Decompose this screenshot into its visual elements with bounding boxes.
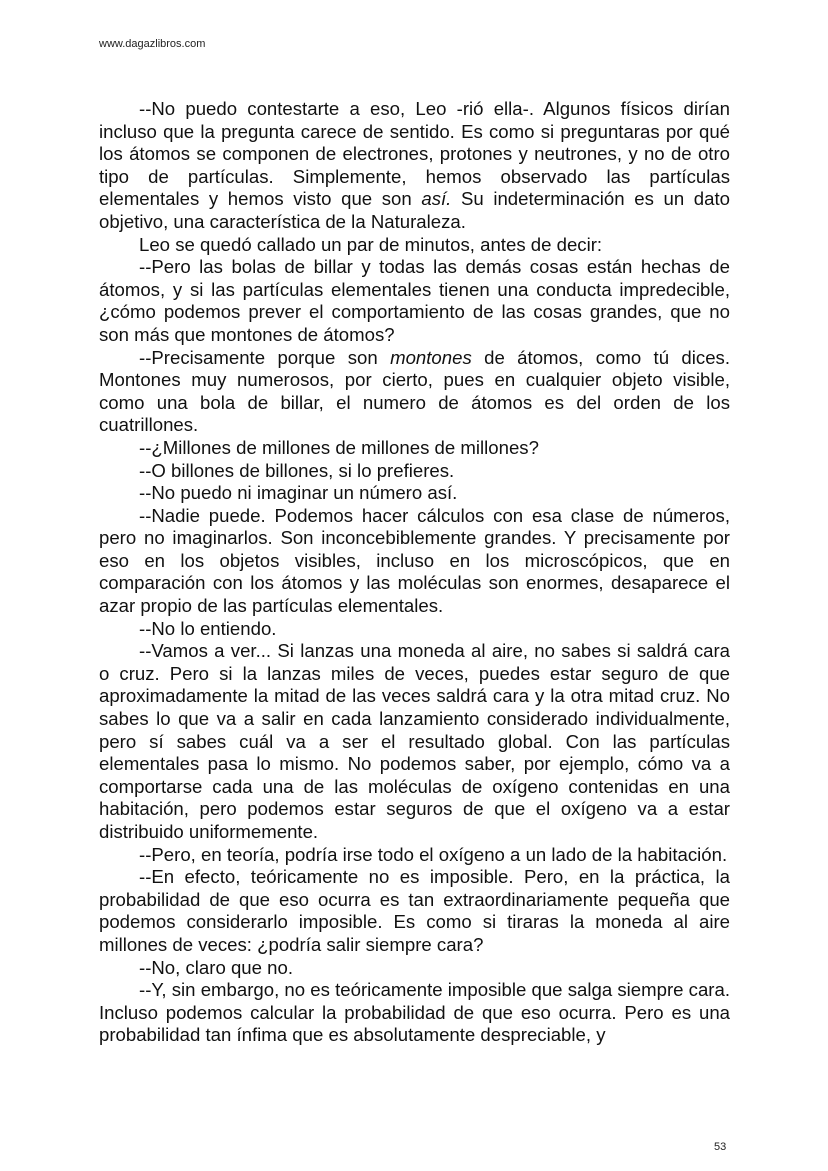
paragraph-6: --O billones de billones, si lo prefieres. xyxy=(139,459,455,481)
site-url-header: www.dagazlibros.com xyxy=(99,38,206,50)
paragraph-10: --Vamos a ver... Si lanzas una moneda al aire, no sabes si saldrá cara o cruz. Pero si la lanzas miles de veces, puedes estar seguro de que aproximadamente la mitad de las veces saldrá cara y la otra mitad cruz. No sabes lo que va a salir en cada lanzamiento considerado individualmente, pero sí sabes cuál va a ser el resultado global. Con las partículas elementales pasa lo mismo. No podemos saber, por ejemplo, cómo va a comportarse cada una de las moléculas de oxígeno contenidas en una habitación, pero podemos estar seguros de que el oxígeno va a estar distribuido uniformemente. xyxy=(99,640,730,842)
paragraph-1: --No puedo contestarte a eso, Leo -rió ella-. Algunos físicos dirían incluso que la pregunta carece de sentido. Es como si preguntaras por qué los átomos se componen de electrones, protones y neutrones, y no de otro tipo de partículas. Simplemente, hemos observado las partículas elementales y hemos visto que son así. Su indeterminación es un dato objetivo, una característica de la Naturaleza. xyxy=(99,98,730,232)
italic-word: montones xyxy=(390,346,472,368)
paragraph-14: --Y, sin embargo, no es teóricamente imposible que salga siempre cara. Incluso podemos calcular la probabilidad de que eso ocurra. Pero es una probabilidad tan ínfima que es absolutamente despreciable, y xyxy=(99,979,730,1046)
paragraph-11: --Pero, en teoría, podría irse todo el oxígeno a un lado de la habitación. xyxy=(139,843,728,865)
italic-word: así. xyxy=(421,188,452,210)
paragraph-3: --Pero las bolas de billar y todas las demás cosas están hechas de átomos, y si las partículas elementales tienen una conducta impredecible, ¿cómo podemos prever el comportamiento de las cosas grandes, que no son más que montones de átomos? xyxy=(99,256,730,345)
body-text xyxy=(99,98,730,1047)
page-number: 53 xyxy=(714,1141,727,1153)
paragraph-9: --No lo entiendo. xyxy=(139,617,277,639)
paragraph-8: --Nadie puede. Podemos hacer cálculos con esa clase de números, pero no imaginarlos. Son inconcebiblemente grandes. Y precisamente por eso en los objetos visibles, incluso en los microscópicos, que en comparación con los átomos y las moléculas son enormes, desaparece el azar propio de las partículas elementales. xyxy=(99,504,730,617)
paragraph-7: --No puedo ni imaginar un número así. xyxy=(139,482,458,504)
paragraph-4: --Precisamente porque son montones de átomos, como tú dices. Montones muy numerosos, por cierto, pues en cualquier objeto visible, como una bola de billar, el numero de átomos es del orden de los cuatrillones. xyxy=(99,346,731,436)
paragraph-5: --¿Millones de millones de millones de millones? xyxy=(139,436,539,458)
paragraph-12: --En efecto, teóricamente no es imposible. Pero, en la práctica, la probabilidad de que eso ocurra es tan extraordinariamente pequeña que podemos considerarlo imposible. Es como si tiraras la moneda al aire millones de veces: ¿podría salir siempre cara? xyxy=(99,866,730,955)
paragraph-2: Leo se quedó callado un par de minutos, antes de decir: xyxy=(139,233,603,255)
paragraph-13: --No, claro que no. xyxy=(139,956,293,978)
